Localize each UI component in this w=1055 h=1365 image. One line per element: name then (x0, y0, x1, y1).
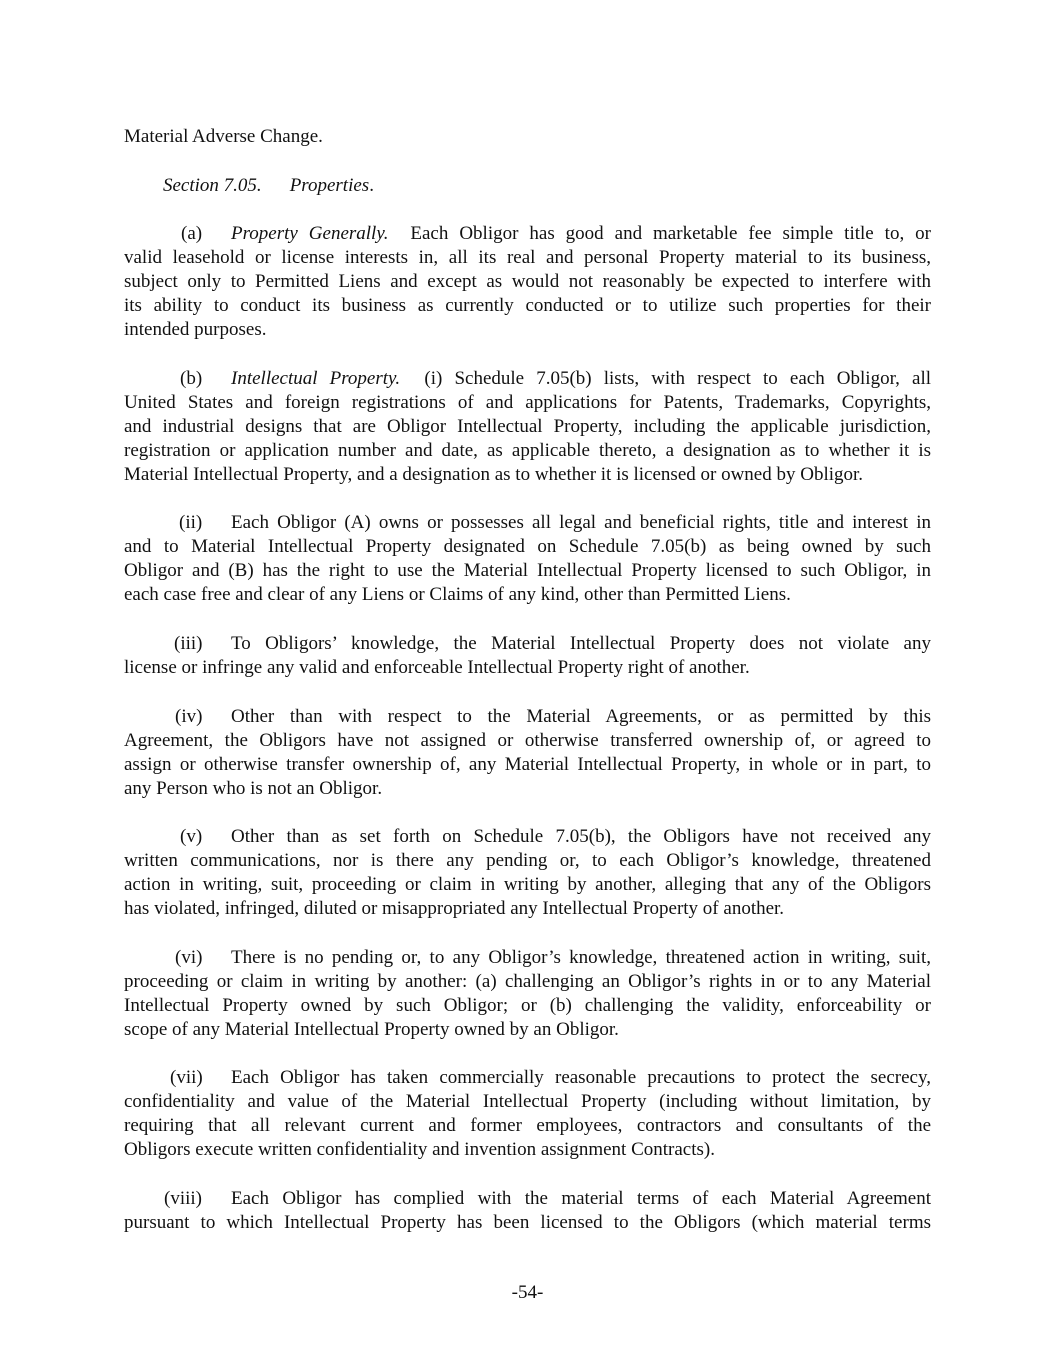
paragraph-line: requiring that all relevant current and former employees, contractors and consultants of the (124, 1115, 931, 1136)
paragraph-line: (i) Schedule 7.05(b) lists, with respect to each Obligor, all (424, 368, 932, 389)
paragraph-line: action in writing, suit, proceeding or claim in writing by another, alleging that any of the Obligors (124, 874, 931, 895)
section-heading (163, 174, 763, 198)
paragraph-line: and to Material Intellectual Property designated on Schedule 7.05(b) as being owned by such (124, 536, 931, 557)
paragraph-label: (iii) (174, 633, 203, 654)
paragraph-line: subject only to Permitted Liens and except as would not reasonably be expected to interfere with (124, 271, 931, 292)
paragraph-heading: Property Generally. (231, 223, 389, 244)
paragraph-line: each case free and clear of any Liens or Claims of any kind, other than Permitted Liens. (124, 584, 791, 605)
paragraph-line: license or infringe any valid and enforceable Intellectual Property right of another. (124, 657, 750, 678)
paragraph-vi (124, 946, 931, 1042)
paragraph-line: any Person who is not an Obligor. (124, 778, 383, 799)
paragraph-a (124, 222, 931, 342)
paragraph-iii (124, 632, 931, 680)
paragraph-line: Obligor and (B) has the right to use the Material Intellectual Property licensed to such Obligor, in (124, 560, 931, 581)
paragraph-v (124, 825, 931, 921)
paragraph-line: has violated, infringed, diluted or misappropriated any Intellectual Property of another. (124, 898, 785, 919)
paragraph-line: written communications, nor is there any pending or, to each Obligor’s knowledge, threatened (124, 850, 931, 871)
paragraph-line: proceeding or claim in writing by another: (a) challenging an Obligor’s rights in or to any Material (124, 971, 931, 992)
paragraph-line: Each Obligor has taken commercially reasonable precautions to protect the secrecy, (231, 1067, 931, 1088)
paragraph-line: confidentiality and value of the Material Intellectual Property (including without limitation, by (124, 1091, 931, 1112)
paragraph-line: Agreement, the Obligors have not assigned or otherwise transferred ownership of, or agreed to (124, 730, 931, 751)
paragraph-label: (iv) (175, 706, 203, 727)
paragraph-line: valid leasehold or license interests in, all its real and personal Property material to its business, (124, 247, 931, 268)
page-number: -54- (511, 1282, 544, 1303)
paragraph-line: registration or application number and date, as applicable thereto, a designation as to whether it is (124, 440, 931, 461)
paragraph-line: Material Intellectual Property, and a designation as to whether it is licensed or owned by Obligor. (124, 464, 864, 485)
paragraph-line: scope of any Material Intellectual Property owned by an Obligor. (124, 1019, 619, 1040)
paragraph-b (124, 367, 931, 487)
paragraph-label: (vii) (170, 1067, 203, 1088)
paragraph-heading: Intellectual Property. (231, 368, 401, 389)
paragraph-line: pursuant to which Intellectual Property has been licensed to the Obligors (which material terms (124, 1212, 931, 1233)
paragraph-label: (vi) (175, 947, 203, 968)
paragraph-line: Each Obligor has complied with the material terms of each Material Agreement (231, 1188, 931, 1209)
paragraph-line: intended purposes. (124, 319, 267, 340)
paragraph-line: assign or otherwise transfer ownership of, any Material Intellectual Property, in whole or in part, to (124, 754, 931, 775)
paragraph-line: Other than as set forth on Schedule 7.05(b), the Obligors have not received any (231, 826, 931, 847)
paragraph-line: To Obligors’ knowledge, the Material Intellectual Property does not violate any (231, 633, 931, 654)
paragraph-line: Each Obligor (A) owns or possesses all legal and beneficial rights, title and interest in (231, 512, 931, 533)
paragraph-viii (124, 1187, 931, 1235)
paragraph-line: United States and foreign registrations of and applications for Patents, Trademarks, Copyrights, (124, 392, 931, 413)
paragraph-line: Intellectual Property owned by such Obligor; or (b) challenging the validity, enforceability or (124, 995, 931, 1016)
paragraph-label: (ii) (179, 512, 203, 533)
section-title: Properties (289, 175, 370, 196)
paragraph-line: and industrial designs that are Obligor Intellectual Property, including the applicable jurisdiction, (124, 416, 931, 437)
paragraph-line: There is no pending or, to any Obligor’s knowledge, threatened action in writing, suit, (231, 947, 931, 968)
paragraph-line: Other than with respect to the Material Agreements, or as permitted by this (231, 706, 931, 727)
paragraph-label: (viii) (164, 1188, 202, 1209)
paragraph-vii (124, 1066, 931, 1162)
paragraph-line: its ability to conduct its business as currently conducted or to utilize such properties for their (124, 295, 931, 316)
paragraph-label: (v) (180, 826, 203, 847)
section-number: Section 7.05. (163, 175, 262, 196)
paragraph-line: Each Obligor has good and marketable fee simple title to, or (410, 223, 931, 244)
paragraph-label: (a) (181, 223, 203, 244)
continuation-text: Material Adverse Change. (124, 126, 323, 147)
section-title-punct: . (369, 175, 374, 196)
paragraph-iv (124, 705, 931, 801)
paragraph-label: (b) (180, 368, 203, 389)
paragraph-line: Obligors execute written confidentiality and invention assignment Contracts). (124, 1139, 715, 1160)
paragraph-ii (124, 511, 931, 607)
